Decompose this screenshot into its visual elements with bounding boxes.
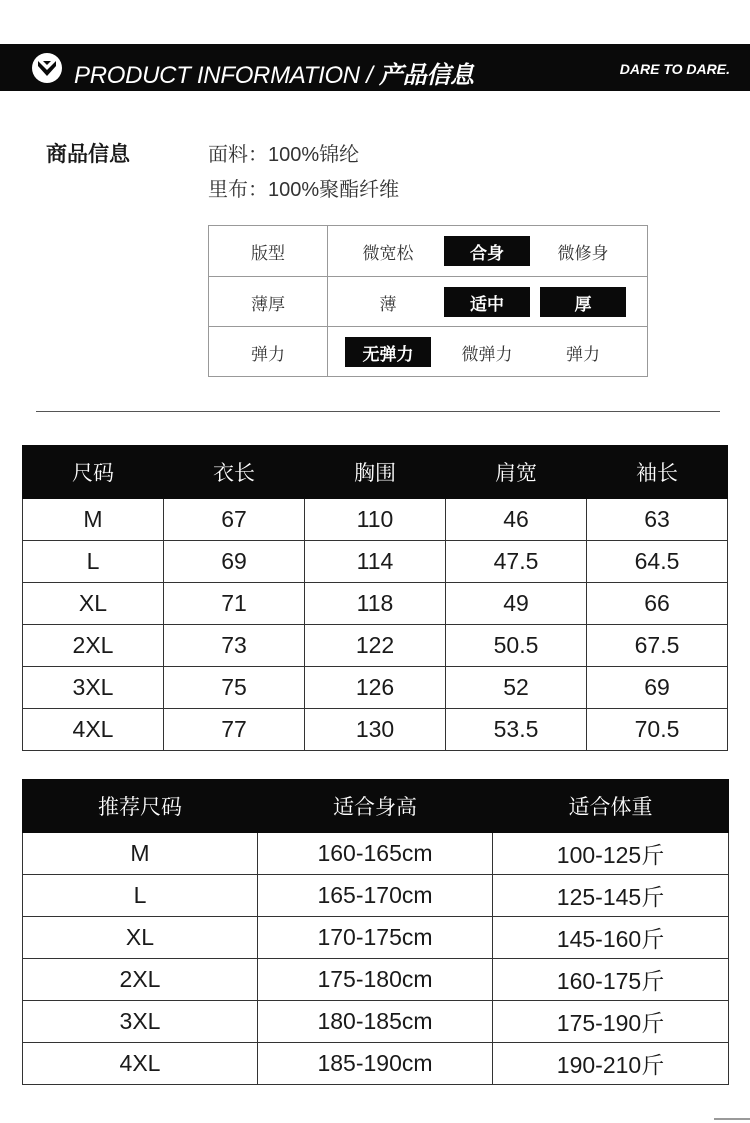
attribute-row	[209, 226, 647, 276]
size-table-cell: 110	[305, 499, 446, 541]
size-table-cell: 126	[305, 667, 446, 709]
recommend-table-cell: 185-190cm	[258, 1043, 493, 1085]
header-slogan: DARE TO DARE.	[619, 61, 730, 77]
recommend-table-cell: 190-210斤	[493, 1043, 729, 1085]
attribute-option-selected: 合身	[444, 236, 530, 266]
size-table-cell: 2XL	[23, 625, 164, 667]
recommend-table-cell: M	[23, 833, 258, 875]
recommend-table-header-row	[23, 780, 729, 833]
brand-badge-icon	[32, 53, 62, 83]
fabric-line: 面料：100%锦纶	[208, 144, 360, 166]
recommend-table-row	[23, 1001, 729, 1043]
header-title-cn: 产品信息	[378, 62, 474, 89]
recommend-table-row	[23, 959, 729, 1001]
attribute-option: 微修身	[557, 243, 609, 263]
size-table-cell: M	[23, 499, 164, 541]
size-table-cell: 122	[305, 625, 446, 667]
recommend-table-header-cell: 适合体重	[493, 780, 729, 833]
attribute-label: 弹力	[209, 327, 328, 377]
size-table-body	[23, 499, 728, 751]
recommend-table-cell: 160-165cm	[258, 833, 493, 875]
size-table-header-row	[23, 446, 728, 499]
recommend-table-cell: 165-170cm	[258, 875, 493, 917]
attribute-label: 薄厚	[209, 277, 328, 327]
attribute-row	[209, 276, 647, 327]
size-table-row	[23, 667, 728, 709]
size-table-cell: 67.5	[587, 625, 728, 667]
size-table-header-cell: 衣长	[164, 446, 305, 499]
recommend-table-body	[23, 833, 729, 1085]
size-table-cell: 49	[446, 583, 587, 625]
recommend-table-row	[23, 833, 729, 875]
recommend-size-table	[22, 779, 729, 1085]
header-bar	[0, 44, 750, 91]
size-table	[22, 445, 728, 751]
recommend-table-cell: 170-175cm	[258, 917, 493, 959]
attribute-option: 微弹力	[461, 344, 513, 364]
header-title-en: PRODUCT INFORMATION /	[74, 62, 379, 89]
size-table-row	[23, 541, 728, 583]
info-heading: 商品信息	[46, 143, 130, 166]
section-divider	[36, 411, 720, 412]
recommend-table-cell: 175-180cm	[258, 959, 493, 1001]
recommend-table-row	[23, 1043, 729, 1085]
recommend-table-cell: L	[23, 875, 258, 917]
recommend-table-row	[23, 875, 729, 917]
recommend-table-cell: 175-190斤	[493, 1001, 729, 1043]
attribute-table	[208, 225, 648, 377]
recommend-table-cell: XL	[23, 917, 258, 959]
size-table-cell: 77	[164, 709, 305, 751]
size-table-cell: 66	[587, 583, 728, 625]
attribute-label: 版型	[209, 226, 328, 276]
chevron-down-icon	[38, 61, 56, 76]
header-title	[74, 55, 474, 90]
attribute-option-selected: 适中	[444, 287, 530, 317]
size-table-row	[23, 709, 728, 751]
size-table-row	[23, 625, 728, 667]
attribute-option: 薄	[379, 294, 397, 314]
corner-mark	[714, 1118, 750, 1120]
size-table-row	[23, 499, 728, 541]
attribute-option-selected: 无弹力	[345, 337, 431, 367]
attribute-row	[209, 326, 647, 377]
recommend-table-cell: 160-175斤	[493, 959, 729, 1001]
size-table-cell: 75	[164, 667, 305, 709]
size-table-header-cell: 肩宽	[446, 446, 587, 499]
recommend-table-cell: 100-125斤	[493, 833, 729, 875]
size-table-row	[23, 583, 728, 625]
size-table-cell: 71	[164, 583, 305, 625]
lining-line: 里布：100%聚酯纤维	[208, 179, 400, 201]
size-table-cell: 118	[305, 583, 446, 625]
size-table-header-cell: 袖长	[587, 446, 728, 499]
size-table-header-cell: 尺码	[23, 446, 164, 499]
recommend-table-header-cell: 适合身高	[258, 780, 493, 833]
size-table-cell: 73	[164, 625, 305, 667]
size-table-cell: XL	[23, 583, 164, 625]
size-table-cell: 70.5	[587, 709, 728, 751]
recommend-table-row	[23, 917, 729, 959]
size-table-cell: 114	[305, 541, 446, 583]
size-table-cell: 69	[164, 541, 305, 583]
recommend-table-cell: 125-145斤	[493, 875, 729, 917]
size-table-cell: 50.5	[446, 625, 587, 667]
size-table-cell: 67	[164, 499, 305, 541]
recommend-table-header-cell: 推荐尺码	[23, 780, 258, 833]
size-table-cell: 4XL	[23, 709, 164, 751]
size-table-cell: 47.5	[446, 541, 587, 583]
size-table-cell: 52	[446, 667, 587, 709]
attribute-option: 弹力	[566, 344, 600, 364]
size-table-header-cell: 胸围	[305, 446, 446, 499]
recommend-table-cell: 4XL	[23, 1043, 258, 1085]
size-table-cell: 63	[587, 499, 728, 541]
size-table-cell: 3XL	[23, 667, 164, 709]
size-table-cell: 69	[587, 667, 728, 709]
size-table-cell: 64.5	[587, 541, 728, 583]
size-table-cell: 130	[305, 709, 446, 751]
recommend-table-cell: 3XL	[23, 1001, 258, 1043]
size-table-cell: 53.5	[446, 709, 587, 751]
recommend-table-cell: 145-160斤	[493, 917, 729, 959]
size-table-cell: 46	[446, 499, 587, 541]
recommend-table-cell: 2XL	[23, 959, 258, 1001]
recommend-table-cell: 180-185cm	[258, 1001, 493, 1043]
attribute-option: 微宽松	[362, 243, 414, 263]
size-table-cell: L	[23, 541, 164, 583]
attribute-option-selected: 厚	[540, 287, 626, 317]
